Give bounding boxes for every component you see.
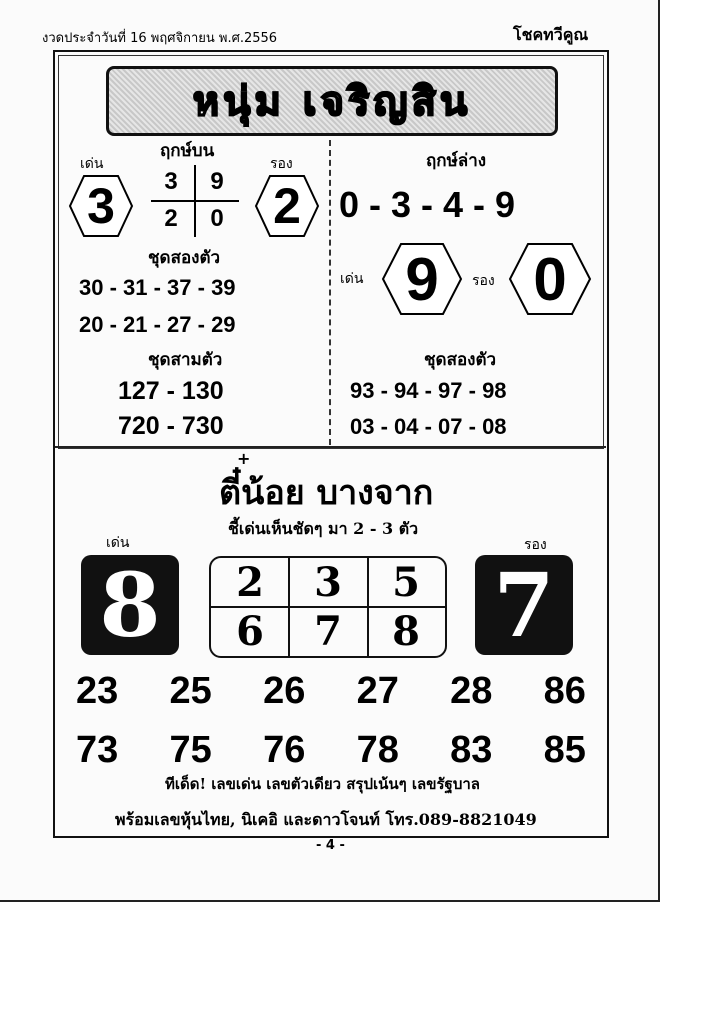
section1-banner [106, 66, 558, 136]
lower-second-hexagon [508, 241, 592, 317]
upper-two-digit-row: 20 - 21 - 27 - 29 [79, 312, 236, 337]
digit-table [209, 556, 447, 658]
pair-number: 85 [543, 729, 586, 771]
grid-divider [151, 200, 239, 202]
lower-two-digit-row: 03 - 04 - 07 - 08 [350, 414, 507, 439]
upper-lead-hexagon [68, 173, 134, 239]
upper-lead-label: เด่น [80, 156, 104, 172]
section2-subtitle: ชี้เด่นเห็นชัดๆ มา 2 - 3 ตัว [228, 519, 419, 538]
digit-cell: 7 [314, 608, 342, 655]
issue-date: งวดประจำวันที่ 16 พฤศจิกายน พ.ศ.2556 [42, 31, 278, 46]
section2-lead-digit: 8 [99, 553, 161, 657]
pair-number: 75 [169, 729, 212, 771]
pair-number: 86 [543, 670, 586, 712]
upper-three-digit-label: ชุดสามตัว [148, 350, 223, 370]
section2-second-digit: 7 [493, 553, 555, 657]
lower-sequence: 0 - 3 - 4 - 9 [339, 184, 516, 225]
pairs-row-1 [76, 670, 586, 713]
digit-cell: 5 [392, 559, 420, 606]
upper-two-digit-label: ชุดสองตัว [148, 248, 221, 268]
upper-digit-grid [151, 165, 239, 237]
lower-lead-hexagon [381, 241, 463, 317]
magazine-name: โชคทวีคูณ [513, 25, 589, 44]
lower-lead-digit: 9 [405, 245, 439, 313]
plus-mark: + [237, 449, 251, 468]
section2-lead-box [81, 555, 179, 655]
column-divider [329, 140, 331, 445]
upper-three-digit-row: 720 - 730 [118, 412, 224, 440]
pair-number: 73 [76, 729, 119, 771]
upper-second-label: รอง [270, 156, 293, 172]
upper-lead-digit: 3 [87, 178, 115, 234]
page-number: - 4 - [316, 838, 345, 853]
pair-number: 26 [263, 670, 306, 712]
grid-cell: 2 [164, 205, 178, 232]
section-divider [55, 446, 606, 448]
section2-second-box [475, 555, 573, 655]
lower-lead-label: เด่น [340, 271, 364, 287]
upper-second-hexagon [254, 173, 320, 239]
pair-number: 28 [450, 670, 493, 712]
footer-line-2: พร้อมเลขหุ้นไทย, นิเคอิ และดาวโจนท์ โทร.089-8821049 [115, 810, 537, 829]
section1-title: หนุ่ม เจริญสิน [192, 78, 472, 125]
upper-two-digit-row: 30 - 31 - 37 - 39 [79, 275, 236, 300]
section2-lead-label: เด่น [106, 535, 130, 551]
lower-label: ฤกษ์ล่าง [426, 151, 487, 171]
pairs-row-2 [76, 729, 586, 772]
grid-cell: 9 [210, 168, 224, 195]
grid-cell: 3 [164, 168, 178, 195]
pair-number: 27 [356, 670, 399, 712]
digit-cell: 2 [236, 559, 264, 606]
pair-number: 25 [169, 670, 212, 712]
digit-cell: 6 [236, 608, 264, 655]
lower-two-digit-label: ชุดสองตัว [424, 350, 497, 370]
upper-three-digit-row: 127 - 130 [118, 377, 224, 405]
pair-number: 76 [263, 729, 306, 771]
grid-cell: 0 [210, 205, 224, 232]
lower-second-label: รอง [472, 273, 495, 289]
upper-second-digit: 2 [273, 178, 301, 234]
lower-two-digit-row: 93 - 94 - 97 - 98 [350, 378, 507, 403]
lower-second-digit: 0 [533, 245, 567, 313]
digit-cell: 8 [392, 608, 420, 655]
pair-number: 83 [450, 729, 493, 771]
footer-line-1: ทีเด็ด! เลขเด่น เลขตัวเดียว สรุปเน้นๆ เลขรัฐบาล [165, 775, 480, 793]
digit-cell: 3 [314, 559, 342, 606]
pair-number: 23 [76, 670, 119, 712]
section2-title: ตี๋น้อย บางจาก [219, 473, 434, 513]
section2-second-label: รอง [524, 537, 547, 553]
upper-label: ฤกษ์บน [160, 141, 215, 161]
pair-number: 78 [356, 729, 399, 771]
